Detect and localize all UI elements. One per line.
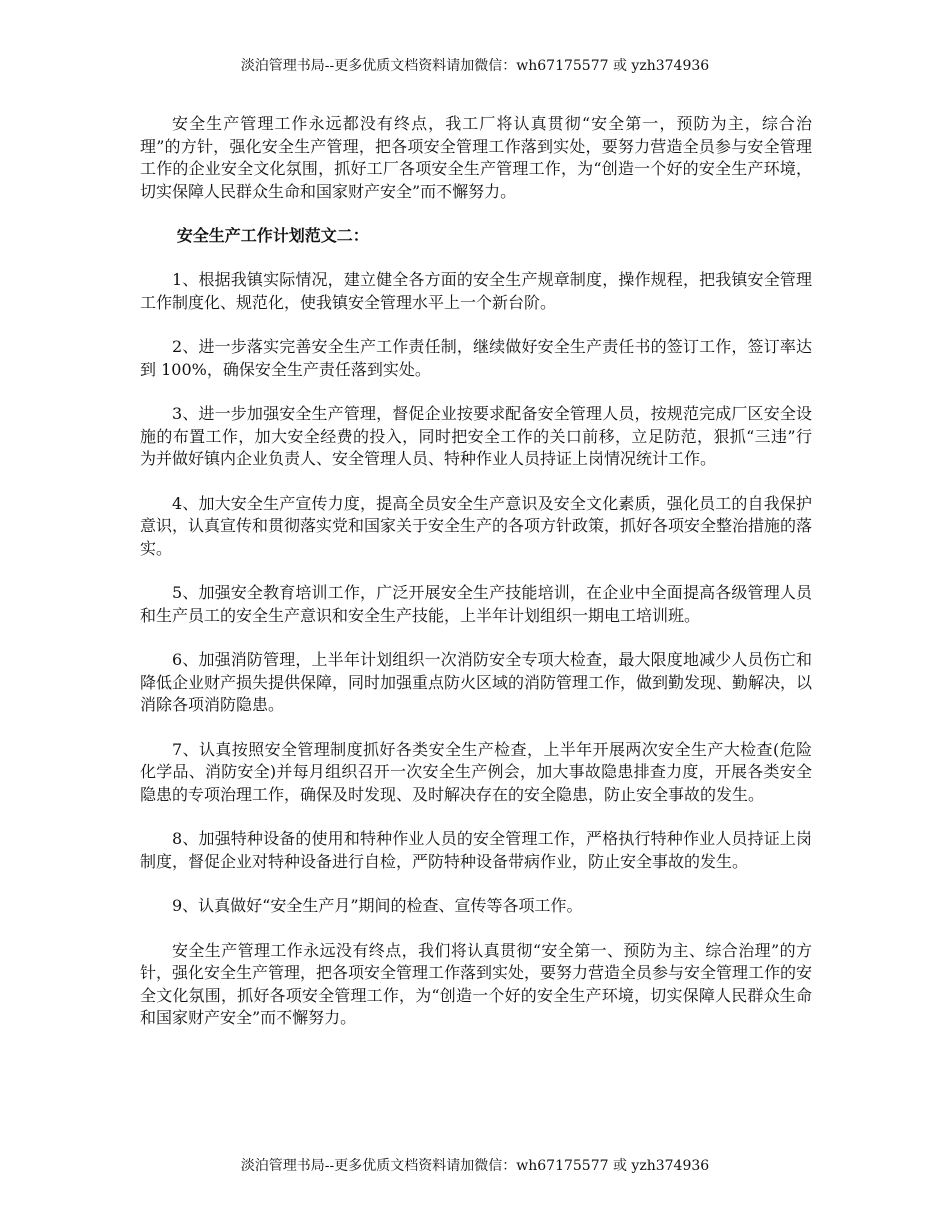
page-header: 淡泊管理书局--更多优质文档资料请加微信：wh67175577 或 yzh374936 <box>240 58 710 74</box>
list-item: 4、加大安全生产宣传力度，提高全员安全生产意识及安全文化素质，强化员工的自我保护意识，认真宣传和贯彻落实党和国家关于安全生产的各项方针政策，抓好各项安全整治措施的落实。 <box>140 493 813 558</box>
list-item: 1、根据我镇实际情况，建立健全各方面的安全生产规章制度，操作规程，把我镇安全管理工作制度化、规范化，使我镇安全管理水平上一个新台阶。 <box>140 270 812 312</box>
list-item: 9、认真做好“安全生产月”期间的检查、宣传等各项工作。 <box>172 896 583 915</box>
page-footer: 淡泊管理书局--更多优质文档资料请加微信：wh67175577 或 yzh374936 <box>240 1158 710 1174</box>
list-item: 6、加强消防管理，上半年计划组织一次消防安全专项大检查，最大限度地减少人员伤亡和降低企业财产损失提供保障，同时加强重点防火区域的消防管理工作，做到勤发现、勤解决，以消除各项消防隐患。 <box>140 650 813 714</box>
list-item: 8、加强特种设备的使用和特种作业人员的安全管理工作，严格执行特种作业人员持证上岗制度，督促企业对特种设备进行自检，严防特种设备带病作业，防止安全事故的发生。 <box>140 829 812 871</box>
list-item: 7、认真按照安全管理制度抓好各类安全生产检查，上半年开展两次安全生产大检查(危险化学品、消防安全)并每月组织召开一次安全生产例会，加大事故隐患排查力度，开展各类安全隐患的专项治理工作，确保及时发现、及时解决存在的安全隐患，防止安全事故的发生。 <box>140 739 812 804</box>
list-item: 2、进一步落实完善安全生产工作责任制，继续做好安全生产责任书的签订工作，签订率达到 100%，确保安全生产责任落到实处。 <box>140 337 812 379</box>
intro-paragraph: 安全生产管理工作永远都没有终点，我工厂将认真贯彻“安全第一，预防为主，综合治理”的方针，强化安全生产管理，把各项安全管理工作落到实处，要努力营造全员参与安全管理工作的企业安全文化氛围，抓好工厂各项安全生产管理工作，为“创造一个好的安全生产环境，切实保障人民群众生命和国家财产安全”而不懈努力。 <box>140 114 812 201</box>
list-item: 5、加强安全教育培训工作，广泛开展安全生产技能培训，在企业中全面提高各级管理人员和生产员工的安全生产意识和安全生产技能，上半年计划组织一期电工培训班。 <box>140 583 812 625</box>
list-item: 3、进一步加强安全生产管理，督促企业按要求配备安全管理人员，按规范完成厂区安全设施的布置工作，加大安全经费的投入，同时把安全工作的关口前移，立足防范，狠抓“三违”行为并做好镇内企业负责人、安全管理人员、特种作业人员持证上岗情况统计工作。 <box>140 404 812 468</box>
document-body <box>140 113 812 1052</box>
section-heading: 安全生产工作计划范文二： <box>176 226 369 245</box>
closing-paragraph: 安全生产管理工作永远没有终点，我们将认真贯彻“安全第一、预防为主、综合治理”的方针，强化安全生产管理，把各项安全管理工作落到实处，要努力营造全员参与安全管理工作的安全文化氛围，抓好各项安全管理工作，为“创造一个好的安全生产环境，切实保障人民群众生命和国家财产安全”而不懈努力。 <box>140 940 813 1027</box>
